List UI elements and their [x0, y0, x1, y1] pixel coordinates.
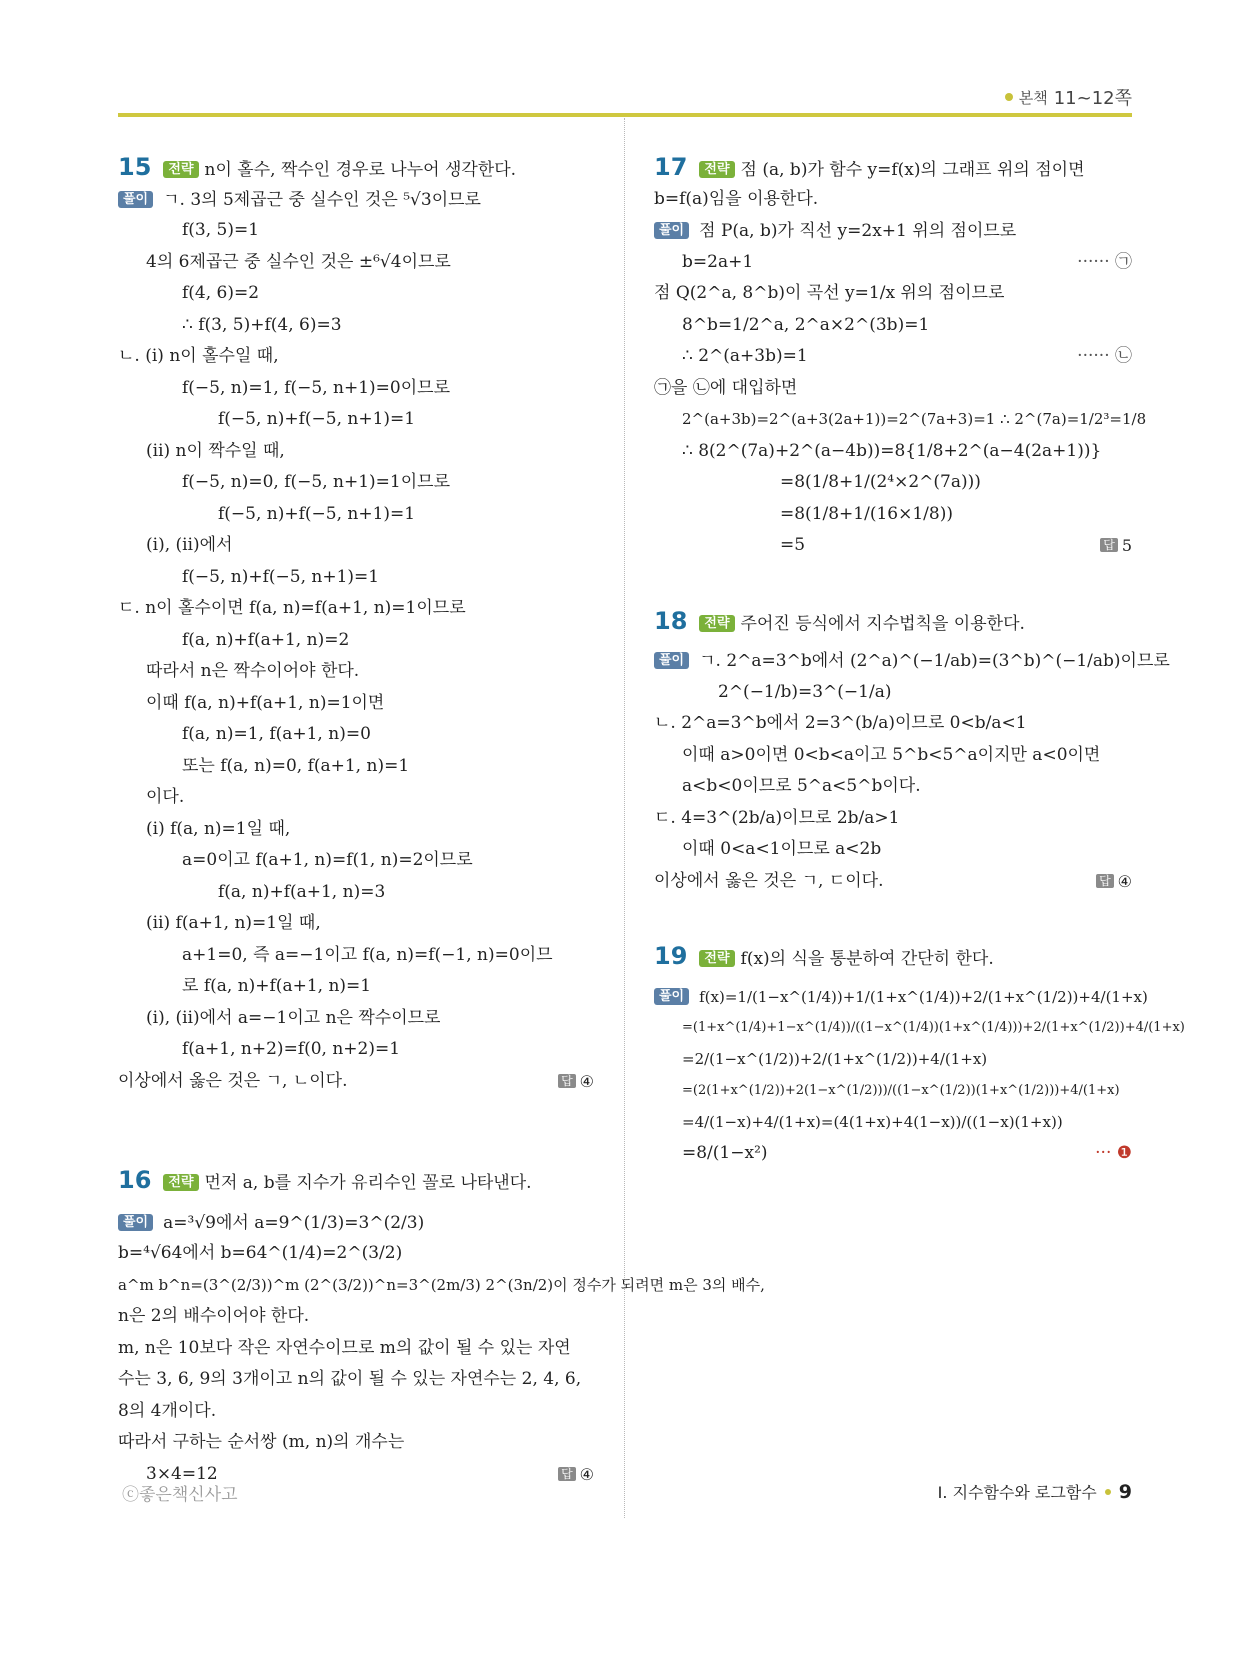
- solution-line: 8의 4개이다.: [118, 1400, 217, 1421]
- equation-marker: ······ ㉠: [1077, 251, 1132, 272]
- solution-line: =2/(1−x^(1/2))+2/(1+x^(1/2))+4/(1+x): [682, 1049, 988, 1068]
- solution-line: 수는 3, 6, 9의 3개이고 n의 값이 될 수 있는 자연수는 2, 4, 6,: [118, 1369, 582, 1389]
- problem-number: 17: [654, 153, 688, 181]
- solution-line: a^m b^n=(3^(2/3))^m (2^(3/2))^n=3^(2m/3) 2^(3n/2)이 정수가 되려면 m은 3의 배수,: [118, 1275, 765, 1294]
- ref-pages: 11~12쪽: [1053, 88, 1132, 109]
- problem-number: 15: [118, 153, 152, 181]
- answer-value: 5: [1121, 536, 1132, 555]
- strategy-badge: 전략: [699, 615, 734, 632]
- solution-line: ㄴ. 2^a=3^b에서 2=3^(b/a)이므로 0<b/a<1: [654, 713, 1027, 733]
- problem-number: 16: [118, 1166, 152, 1194]
- section-footer: [938, 1480, 1132, 1503]
- solution-line: a+1=0, 즉 a=−1이고 f(a, n)=f(−1, n)=0이므: [182, 944, 553, 965]
- solution-line: =4/(1−x)+4/(1+x)=(4(1+x)+4(1−x))/((1−x)(1+x)): [682, 1112, 1063, 1131]
- solution-line: 따라서 구하는 순서쌍 (m, n)의 개수는: [118, 1432, 405, 1452]
- solution-line: [654, 1138, 1132, 1170]
- strategy-badge: 전략: [163, 1174, 198, 1191]
- solution-line: [118, 1207, 594, 1239]
- solution-line: ㄴ. (ⅰ) n이 홀수일 때,: [118, 346, 279, 366]
- final-value: 3×4=12: [146, 1463, 218, 1484]
- solution-line: 2^(a+3b)=2^(a+3(2a+1))=2^(7a+3)=1 ∴ 2^(7a)=1/2³=1/8: [682, 410, 1147, 428]
- problem-16: [118, 1165, 765, 1490]
- solution-line: f(−5, n)+f(−5, n+1)=1: [218, 409, 416, 429]
- bullet-dot-icon: [1005, 93, 1013, 101]
- solution-line: 따라서 n은 짝수이어야 한다.: [146, 661, 360, 681]
- solution-line: ㄷ. 4=3^(2b/a)이므로 2b/a>1: [654, 807, 900, 828]
- problem-16-heading: [118, 1165, 594, 1197]
- strategy-text-2: b=f(a)임을 이용한다.: [654, 188, 819, 209]
- line-text: 점 P(a, b)가 직선 y=2x+1 위의 점이므로: [699, 221, 1017, 241]
- right-column: [654, 152, 1185, 1174]
- final-value: =5: [780, 535, 806, 555]
- solution-line: 이다.: [146, 787, 185, 807]
- solution-line: f(a, n)+f(a+1, n)=2: [182, 629, 350, 650]
- solution-line: f(4, 6)=2: [182, 283, 260, 303]
- strategy-text: 주어진 등식에서 지수법칙을 이용한다.: [740, 613, 1025, 634]
- solution-line: a=0이고 f(a+1, n)=f(1, n)=2이므로: [182, 850, 473, 870]
- solution-line: a<b<0이므로 5^a<5^b이다.: [682, 776, 921, 796]
- strategy-badge: 전략: [163, 161, 198, 178]
- line-text: ∴ 2^(a+3b)=1: [682, 346, 808, 366]
- solution-line: 이때 0<a<1이므로 a<2b: [682, 839, 882, 859]
- section-title: Ⅰ. 지수함수와 로그함수: [937, 1483, 1097, 1502]
- answer-value: ④: [579, 1464, 594, 1484]
- solution-line: 점 Q(2^a, 8^b)이 곡선 y=1/x 위의 점이므로: [654, 283, 1005, 303]
- problem-number: 18: [654, 606, 688, 635]
- problem-17-heading: [654, 152, 1132, 184]
- solution-line: f(−5, n)=0, f(−5, n+1)=1이므로: [182, 472, 450, 492]
- solution-line: =(1+x^(1/4)+1−x^(1/4))/((1−x^(1/4))(1+x^(1/4)))+2/(1+x^(1/2))+4/(1+x): [682, 1020, 1185, 1035]
- strategy-text: 먼저 a, b를 지수가 유리수인 꼴로 나타낸다.: [204, 1173, 532, 1193]
- conclusion-text: 이상에서 옳은 것은 ㄱ, ㄴ이다.: [118, 1070, 348, 1091]
- line-text: a=³√9에서 a=9^(1/3)=3^(2/3): [163, 1212, 425, 1233]
- solution-line: 이때 a>0이면 0<b<a이고 5^b<5^a이지만 a<0이면: [682, 744, 1101, 765]
- solution-line: f(−5, n)+f(−5, n+1)=1: [182, 566, 380, 587]
- solution-line: 로 f(a, n)+f(a+1, n)=1: [182, 976, 372, 996]
- solution-badge: 풀이: [654, 652, 689, 669]
- problem-18: [654, 606, 1170, 898]
- solution-line: ㄷ. n이 홀수이면 f(a, n)=f(a+1, n)=1이므로: [118, 598, 466, 618]
- problem-15: [118, 152, 594, 1097]
- solution-line: =8(1/8+1/(16×1/8)): [780, 503, 953, 524]
- bullet-dot-icon: [1105, 1489, 1111, 1495]
- problem-17: [654, 152, 1147, 562]
- header-page-reference: [1005, 84, 1132, 110]
- answer-badge: 답: [558, 1074, 576, 1088]
- spacer: [654, 901, 1132, 941]
- solution-line: m, n은 10보다 작은 자연수이므로 m의 값이 될 수 있는 자연: [118, 1337, 571, 1358]
- solution-line: =(2(1+x^(1/2))+2(1−x^(1/2)))/((1−x^(1/2))(1+x^(1/2)))+4/(1+x): [682, 1083, 1120, 1098]
- strategy-text: n이 홀수, 짝수인 경우로 나누어 생각한다.: [204, 160, 517, 180]
- solution-badge: 풀이: [654, 222, 689, 239]
- solution-line: f(−5, n)=1, f(−5, n+1)=0이므로: [182, 377, 450, 398]
- answer-value: ④: [579, 1071, 594, 1091]
- solution-line: 또는 f(a, n)=0, f(a+1, n)=1: [182, 755, 410, 776]
- solution-line: f(−5, n)+f(−5, n+1)=1: [218, 503, 416, 524]
- ref-label: 본책: [1018, 88, 1048, 107]
- solution-line: (ⅰ) f(a, n)=1일 때,: [146, 818, 291, 839]
- strategy-badge: 전략: [699, 161, 734, 178]
- solution-line: 2^(−1/b)=3^(−1/a): [718, 681, 892, 702]
- strategy-badge: 전략: [699, 950, 734, 967]
- solution-line: [654, 645, 1170, 677]
- solution-line: 4의 6제곱근 중 실수인 것은 ±⁶√4이므로: [146, 251, 451, 272]
- solution-line: 8^b=1/2^a, 2^a×2^(3b)=1: [682, 314, 930, 335]
- line-text: =8/(1−x²): [682, 1143, 768, 1163]
- answer-badge: 답: [1096, 874, 1114, 888]
- solution-line: ∴ f(3, 5)+f(4, 6)=3: [182, 314, 342, 335]
- solution-line: =8(1/8+1/(2⁴×2^(7a))): [780, 472, 981, 492]
- publisher-footer: ⓒ좋은책신사고: [122, 1485, 238, 1505]
- answer-badge: 답: [1100, 538, 1118, 552]
- column-divider: [624, 118, 625, 1518]
- problem-15-heading: [118, 152, 594, 184]
- solution-line: [118, 184, 594, 216]
- solution-line: (ⅰ), (ⅱ)에서: [146, 535, 233, 555]
- answer: [1100, 530, 1132, 562]
- conclusion-row: [654, 866, 1132, 898]
- equation-marker: ······ ㉡: [1077, 346, 1132, 366]
- solution-line: ㉠을 ㉡에 대입하면: [654, 377, 798, 398]
- line-text: f(x)=1/(1−x^(1/4))+1/(1+x^(1/4))+2/(1+x^(1/2))+4/(1+x): [699, 987, 1148, 1006]
- spacer: [654, 566, 1132, 606]
- solution-line: (ⅱ) f(a+1, n)=1일 때,: [146, 913, 321, 933]
- solution-line: 이때 f(a, n)+f(a+1, n)=1이면: [146, 692, 385, 713]
- conclusion-row: [118, 1066, 594, 1098]
- solution-line: f(a+1, n+2)=f(0, n+2)=1: [182, 1039, 401, 1059]
- answer: [558, 1459, 594, 1491]
- solution-line: [654, 247, 1132, 279]
- solution-badge: 풀이: [654, 988, 689, 1005]
- solution-line: b=⁴√64에서 b=64^(1/4)=2^(3/2): [118, 1243, 403, 1263]
- problem-18-heading: [654, 606, 1132, 638]
- conclusion-text: 이상에서 옳은 것은 ㄱ, ㄷ이다.: [654, 870, 884, 891]
- solution-line: [654, 981, 1148, 1013]
- strategy-text: 점 (a, b)가 함수 y=f(x)의 그래프 위의 점이면: [740, 160, 1085, 180]
- spacer: [118, 1101, 594, 1165]
- answer: [1096, 866, 1132, 898]
- solution-line: n은 2의 배수이어야 한다.: [118, 1306, 310, 1326]
- answer: [558, 1066, 594, 1098]
- final-row: [654, 530, 1132, 562]
- problem-number: 19: [654, 942, 688, 970]
- line-text: ㄱ. 2^a=3^b에서 (2^a)^(−1/ab)=(3^b)^(−1/ab)이므로: [699, 651, 1170, 671]
- answer-value: ④: [1117, 871, 1132, 891]
- line-text: b=2a+1: [682, 251, 754, 272]
- solution-line: f(a, n)=1, f(a+1, n)=0: [182, 724, 371, 744]
- solution-line: ∴ 8(2^(7a)+2^(a−4b))=8{1/8+2^(a−4(2a+1))}: [682, 440, 1102, 461]
- problem-19-heading: [654, 941, 1132, 973]
- answer-badge: 답: [558, 1467, 576, 1481]
- header-rule: [118, 113, 1132, 117]
- solution-line: (ⅰ), (ⅱ)에서 a=−1이고 n은 짝수이므로: [146, 1007, 441, 1028]
- solution-line: f(3, 5)=1: [182, 220, 260, 240]
- solution-badge: 풀이: [118, 191, 153, 208]
- solution-line: [654, 215, 1132, 247]
- problem-19: [654, 941, 1185, 1170]
- solution-line: [654, 341, 1132, 373]
- solution-line: (ⅱ) n이 짝수일 때,: [146, 440, 285, 461]
- page-number: 9: [1118, 1480, 1132, 1503]
- strategy-text: f(x)의 식을 통분하여 간단히 한다.: [740, 949, 994, 969]
- line-text: ㄱ. 3의 5제곱근 중 실수인 것은 ⁵√3이므로: [163, 189, 481, 210]
- solution-badge: 풀이: [118, 1214, 153, 1231]
- solution-line: f(a, n)+f(a+1, n)=3: [218, 881, 386, 902]
- continue-marker: ··· ❶: [1095, 1143, 1132, 1163]
